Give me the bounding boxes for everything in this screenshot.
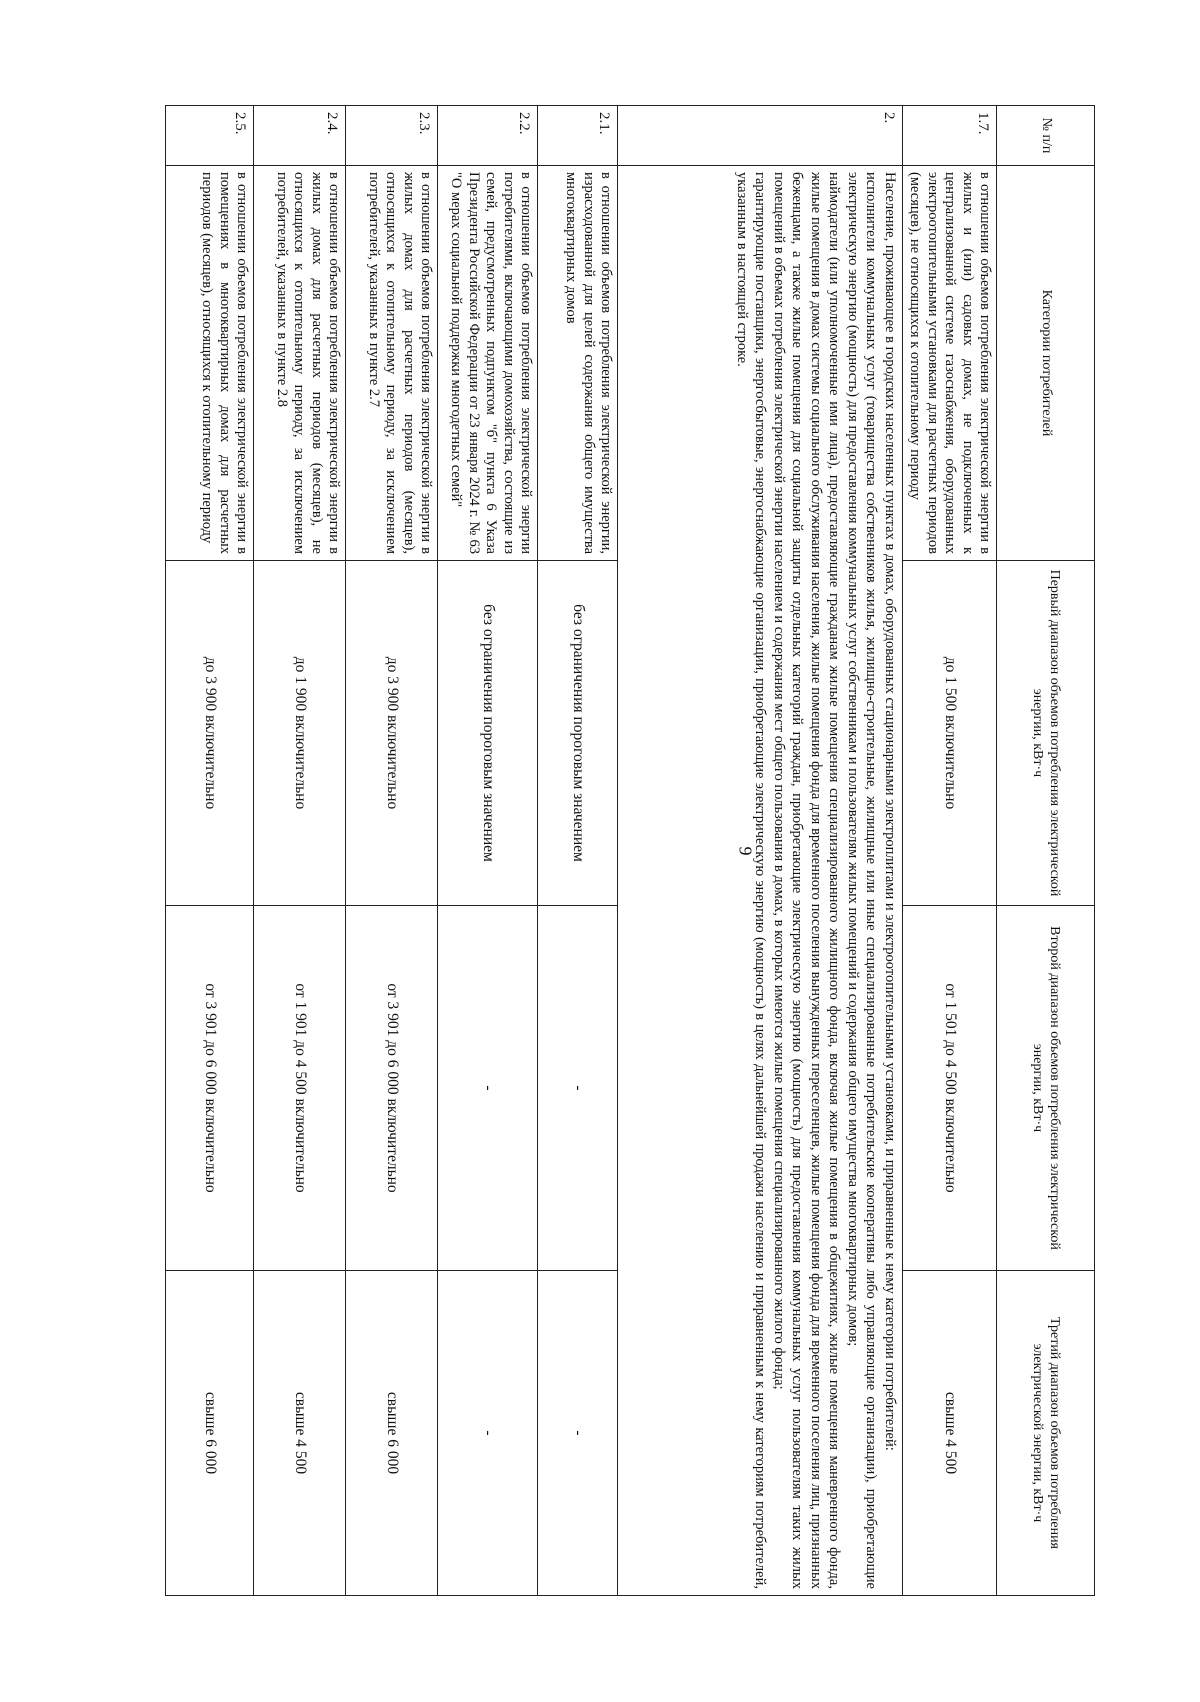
rotated-page-content <box>165 105 1095 1595</box>
row-range1: без ограничения пороговым значением <box>538 561 618 906</box>
row-range1: до 3 900 включительно <box>346 561 438 906</box>
table-header-row <box>997 106 1095 1596</box>
row-range2: от 3 901 до 6 000 включительно <box>346 906 438 1271</box>
row-range2: от 3 901 до 6 000 включительно <box>166 906 254 1271</box>
row-range1: без ограничения пороговым значением <box>438 561 538 906</box>
row-range3: свыше 4 500 <box>903 1271 997 1596</box>
row-category: в отношении объемов потребления электрической энергии в жилых домах для расчетных периодов (месяцев), не относящихся к отопительному периоду, за исключением потребителей, указанных в пункте 2.8 <box>254 166 346 561</box>
header-num: № п/п <box>997 106 1095 166</box>
paragraph: исполнители коммунальных услуг (товарищества собственников жилья, жилищно-строительные, жилищные или иные специализированные потребительские кооперативы либо управляющие организации), приобретающие электрическую энергию (мощность) для предоставления коммунальных услуг собственникам и пользователям жилых помещений и содержания общего имущества многоквартирных домов; <box>844 172 880 1589</box>
tariff-table <box>165 105 1095 1596</box>
row-range3: свыше 6 000 <box>166 1271 254 1596</box>
row-category: в отношении объемов потребления электрической энергии в помещениях в многоквартирных домах для расчетных периодов (месяцев), относящихся к отопительному периоду <box>166 166 254 561</box>
row-range2: от 1 501 до 4 500 включительно <box>903 906 997 1271</box>
row-range1: до 3 900 включительно <box>166 561 254 906</box>
row-range3: свыше 6 000 <box>346 1271 438 1596</box>
row-range2: от 1 901 до 4 500 включительно <box>254 906 346 1271</box>
table-row <box>346 106 438 1596</box>
row-num: 2. <box>618 106 903 166</box>
row-num: 2.1. <box>538 106 618 166</box>
table-row <box>166 106 254 1596</box>
paragraph: Население, проживающее в городских населенных пунктах в домах, оборудованных стационарными электроплитами и электроотопительными установками, и приравненные к нему категории потребителей: <box>882 172 899 1451</box>
header-category: Категории потребителей <box>997 166 1095 561</box>
row-range2: - <box>438 906 538 1271</box>
row-range1: до 1 900 включительно <box>254 561 346 906</box>
row-range2: - <box>538 906 618 1271</box>
header-range2: Второй диапазон объемов потребления электрической энергии, кВт·ч <box>997 906 1095 1271</box>
paragraph: наймодатели (или уполномоченные ими лица), предоставляющие гражданам жилые помещения специализированного жилищного фонда, включая жилые помещения в общежитиях, жилые помещения маневренного фонда, жилые помещения в домах системы социального обслуживания населения, жилые помещения фонда для временного поселения вынужденных переселенцев, жилые помещения фонда для временного поселения лиц, признанных беженцами, а также жилые помещения для социальной защиты отдельных категорий граждан, приобретающие электрическую энергию (мощность) для предоставления коммунальных услуг пользователям таких жилых помещений в объемах потребления электрической энергии населением и содержания мест общего пользования в домах, в которых имеются жилые помещения специализированного жилого фонда; <box>770 172 843 1589</box>
table-row <box>254 106 346 1596</box>
row-category: в отношении объемов потребления электрической энергии в жилых домах для расчетных периодов (месяцев), относящихся к отопительному периоду, за исключением потребителей, указанных в пункте 2.7 <box>346 166 438 561</box>
page-number: 9 <box>735 846 756 856</box>
row-description <box>618 166 903 1596</box>
row-num: 2.2. <box>438 106 538 166</box>
row-category: в отношении объемов потребления электрической энергии в жилых и (или) садовых домах, не подключенных к централизованной системе газоснабжения, оборудованных электроотопительными установками для расчетных периодов (месяцев), не относящихся к отопительному периоду <box>903 166 997 561</box>
row-range3: свыше 4 500 <box>254 1271 346 1596</box>
row-range3: - <box>438 1271 538 1596</box>
row-category: в отношении объемов потребления электрической энергии потребителями, включающими домохозяйства, состоящие из семей, предусмотренных подпунктом "б" пункта 6 Указа Президента Российской Федерации от 23 января 2024 г. № 63 "О мерах социальной поддержки многодетных семей" <box>438 166 538 561</box>
table-row <box>618 106 903 1596</box>
row-num: 2.4. <box>254 106 346 166</box>
paragraph: гарантирующие поставщики, энергосбытовые, энергоснабжающие организации, приобретающие электрическую энергию (мощность) в целях дальнейшей продажи населению и приравненным к нему категориям потребителей, указанным в настоящей строке. <box>733 172 769 1589</box>
table-row <box>903 106 997 1596</box>
table-row <box>538 106 618 1596</box>
row-num: 2.5. <box>166 106 254 166</box>
row-num: 2.3. <box>346 106 438 166</box>
table-row <box>438 106 538 1596</box>
row-range1: до 1 500 включительно <box>903 561 997 906</box>
row-category: в отношении объемов потребления электрической энергии, израсходованной для целей содержания общего имущества многоквартирных домов <box>538 166 618 561</box>
header-range3: Третий диапазон объемов потребления электрической энергии, кВт·ч <box>997 1271 1095 1596</box>
row-num: 1.7. <box>903 106 997 166</box>
header-range1: Первый диапазон объемов потребления электрической энергии, кВт·ч <box>997 561 1095 906</box>
row-range3: - <box>538 1271 618 1596</box>
